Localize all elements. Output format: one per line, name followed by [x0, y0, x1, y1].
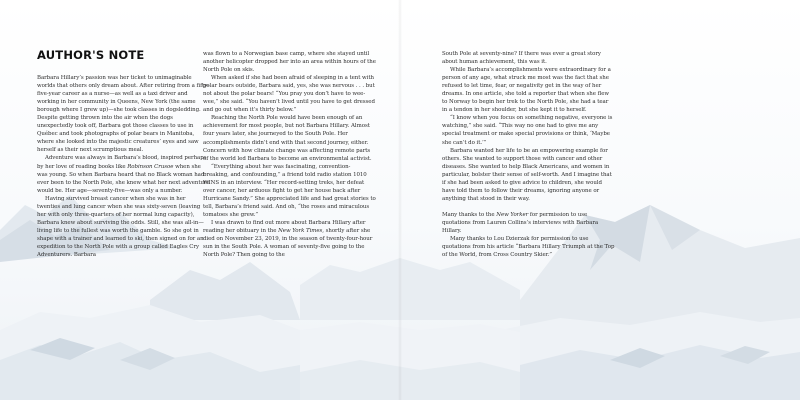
paragraph: Having survived breast cancer when she was in her twenties and lung cancer when she was sixty-seven (leaving her with only three-quarters of her normal lung capacity), Barbara knew about surviving the odds. Still, she was all-in—living life to the fullest was worth the gamble. So she got in shape with a trainer and learned to ski, then signed on for an expedition to the North Pole with a group called Eagles Cry Adventurers. Barbara [37, 195, 204, 259]
acknowledgment: Many thanks to Lou Dzierzak for permission to use quotations from his article “Barbara Hillary Triumph at the Top of the World, from Cross Country Skier.” [442, 236, 615, 259]
text-column-2 [203, 50, 376, 259]
paragraph: “I know when you focus on something negative, everyone is watching,” she said. “This way no one had to give me any special treatment or make special provisions or think, ‘Maybe she can’t do it.’” [442, 115, 613, 146]
paragraph: “Everything about her was fascinating, convention-breaking, and confounding,” a friend told radio station 1010 WINS in an interview. “Her record-setting treks, her defeat over cancer, her arduous fight to get her house back after Hurricane Sandy.” She appreciated life and had great stories to tell, Barbara’s friend said. And oh, “the roses and miraculous tomatoes she grew.” [203, 163, 376, 218]
paragraph: When asked if she had been afraid of sleeping in a tent with polar bears outside, Barbara said, yes, she was nervous . . . but not about the polar bears! “You pray you don’t have to wee-wee,” she said. “You haven’t lived until you have to get dressed and go out when it’s thirty below.” [203, 75, 375, 114]
paragraph: Reaching the North Pole would have been enough of an achievement for most people, but not Barbara Hillary. Almost four years later, she journeyed to the South Pole. Her accomplishments didn’t end with that second journey, either. Concern with how climate change was affecting remote parts of the world led Barbara to become an environmental activist. [203, 115, 372, 162]
paragraph: I was drawn to find out more about Barbara Hillary after reading her obituary in the New York Times, shortly after she died on November 23, 2019, in the season of twenty-four-hour sun in the South Pole. A woman of seventy-five going to the North Pole? Then going to the [203, 219, 373, 259]
paragraph: Barbara wanted her life to be an empowering example for others. She wanted to support those with cancer and other diseases. She wanted to help Black Americans, and women in particular, bolster their sense of self-worth. And I imagine that if she had been asked to give advice to children, she would have told them to follow their dreams, ignoring anyone or anything that stood in their way. [442, 147, 612, 202]
acknowledgment: Many thanks to the New Yorker for permission to use quotations from Lauren Collins’s interviews with Barbara Hillary. [442, 211, 599, 234]
paragraph: While Barbara’s accomplishments were extraordinary for a person of any age, what struck me most was the fact that she refused to let time, fear, or negativity get in the way of her dreams. In one article, she told a reporter that when she flew to Norway to begin her trek to the North Pole, she had a tear in a tendon in her shoulder, but she kept it to herself. [442, 67, 611, 114]
publication-title: New Yorker [496, 211, 529, 218]
paragraph: Adventure was always in Barbara’s blood, inspired perhaps by her love of reading books like Robinson Crusoe when she was young. So when Barbara heard that no Black woman had ever been to the North Pole, she knew what her next adventure would be. Her age—seventy-five—was only a number. [37, 155, 210, 194]
book-gutter [398, 0, 402, 400]
publication-title: New York Times [278, 228, 323, 235]
paragraph: was flown to a Norwegian base camp, where she stayed until another helicopter dropped her into an area within hours of the North Pole on skis. [203, 51, 376, 74]
text-column-1 [37, 74, 210, 259]
book-title: Robinson Crusoe [127, 163, 174, 170]
page-title: AUTHOR'S NOTE [37, 48, 145, 62]
text-column-3 [442, 50, 615, 259]
paragraph: South Pole at seventy-nine? If there was ever a great story about human achievement, this was it. [442, 51, 601, 66]
paragraph: Barbara Hillary’s passion was her ticket to unimaginable worlds that others only dream about. After retiring from a fifty-five-year career as a nurse—as well as a taxi driver and working in her community in Queens, New York (the same borough where I grew up)—she took classes in dogsledding. Despite getting thrown into the air when the dogs unexpectedly took off, Barbara got those classes to use in Québec and took photographs of polar bears in Manitoba, where she looked into the majestic creatures’ eyes and saw herself as their next scrumptious meal. [37, 75, 209, 154]
